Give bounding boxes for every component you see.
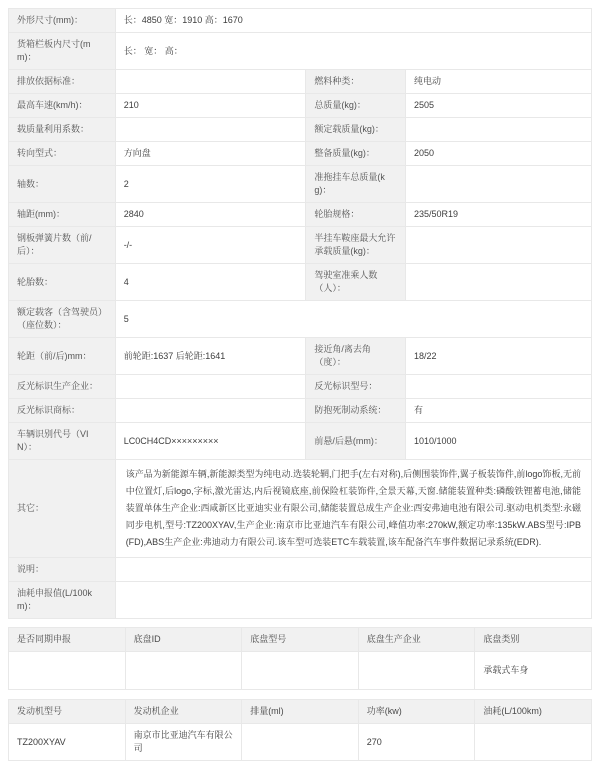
- spec-label: 转向型式：: [9, 142, 116, 166]
- spec-label: 额定载客（含驾驶员）（座位数）：: [9, 301, 116, 338]
- spec-label: 货箱栏板内尺寸(mm)：: [9, 33, 116, 70]
- spec-label: 额定载质量(kg)：: [306, 118, 406, 142]
- spec-value: 2840: [115, 203, 306, 227]
- spec-label: 轮距（前/后)mm：: [9, 338, 116, 375]
- spec-label: 半挂车鞍座最大允许承载质量(kg)：: [306, 227, 406, 264]
- spec-value: 长： 宽： 高：: [115, 33, 591, 70]
- engine-cell: 270: [358, 724, 475, 761]
- table-row: [9, 94, 592, 118]
- spec-label: 轮胎数：: [9, 264, 116, 301]
- spec-label: 反光标识商标：: [9, 399, 116, 423]
- spec-value: [115, 399, 306, 423]
- spec-label: 外形尺寸(mm)：: [9, 9, 116, 33]
- engine-cell: 南京市比亚迪汽车有限公司: [125, 724, 242, 761]
- spec-value: 2050: [406, 142, 592, 166]
- spec-value: 210: [115, 94, 306, 118]
- spec-value: 235/50R19: [406, 203, 592, 227]
- table-row: [9, 227, 592, 264]
- table-row: [9, 301, 592, 338]
- spec-label: 驾驶室准乘人数（人）：: [306, 264, 406, 301]
- table-row: [9, 9, 592, 33]
- spec-value: [115, 70, 306, 94]
- spec-label: 准拖挂车总质量(kg)：: [306, 166, 406, 203]
- spec-value: -/-: [115, 227, 306, 264]
- spec-label: 轴数：: [9, 166, 116, 203]
- table-row: [9, 375, 592, 399]
- spec-value: 该产品为新能源车辆,新能源类型为纯电动.选装轮辋,门把手(左右对称),后侧围装饰件,翼子板装饰件,前logo饰板,无前中位置灯,后logo,字标,激光雷达,内后视镜底座,前保险杠装饰件,全景天幕,天窗.储能装置种类:磷酸铁锂蓄电池,储能装置单体生产企业:西咸新区比亚迪实业有限公司,储能装置总成生产企业:西安弗迪电池有限公司.驱动电机类型:永磁同步电机,型号:TZ200XYAV,生产企业:南京市比亚迪汽车有限公司,峰值功率:270kW,额定功率:135kW.ABS型号:IPB(FD),ABS生产企业:弗迪动力有限公司.该车型可选装ETC车载装置,该车配备汽车事件数据记录系统(EDR).: [115, 460, 591, 558]
- engine-column-header: 油耗(L/100km): [475, 700, 592, 724]
- chassis-table: [8, 627, 592, 690]
- table-row: [9, 33, 592, 70]
- chassis-header-row: [9, 628, 592, 652]
- spec-value: 长：4850 宽：1910 高：1670: [115, 9, 591, 33]
- engine-column-header: 发动机型号: [9, 700, 126, 724]
- spec-label: 接近角/离去角（度）：: [306, 338, 406, 375]
- chassis-cell: 承载式车身: [475, 652, 592, 690]
- spec-value: 4: [115, 264, 306, 301]
- table-row: [9, 558, 592, 582]
- chassis-column-header: 是否同期申报: [9, 628, 126, 652]
- spec-label: 反光标识生产企业：: [9, 375, 116, 399]
- table-row: [9, 70, 592, 94]
- table-row: [9, 652, 592, 690]
- spec-value: 5: [115, 301, 591, 338]
- engine-column-header: 功率(kw): [358, 700, 475, 724]
- spec-value: [406, 375, 592, 399]
- spec-value: 有: [406, 399, 592, 423]
- table-row: [9, 264, 592, 301]
- spec-value: 18/22: [406, 338, 592, 375]
- spec-value: 纯电动: [406, 70, 592, 94]
- table-row: [9, 399, 592, 423]
- table-row: [9, 166, 592, 203]
- spec-label: 油耗申报值(L/100km)：: [9, 582, 116, 619]
- engine-table: [8, 699, 592, 761]
- spec-value: 2505: [406, 94, 592, 118]
- spec-value: 1010/1000: [406, 423, 592, 460]
- chassis-column-header: 底盘生产企业: [358, 628, 475, 652]
- chassis-column-header: 底盘类别: [475, 628, 592, 652]
- table-row: [9, 338, 592, 375]
- engine-cell: [242, 724, 359, 761]
- engine-column-header: 发动机企业: [125, 700, 242, 724]
- spec-value: [406, 166, 592, 203]
- spec-label: 最高车速(km/h)：: [9, 94, 116, 118]
- spec-value: 2: [115, 166, 306, 203]
- spec-value: [115, 558, 591, 582]
- spec-value: 方向盘: [115, 142, 306, 166]
- chassis-cell: [9, 652, 126, 690]
- engine-header-row: [9, 700, 592, 724]
- spec-value: [406, 264, 592, 301]
- spec-label: 轮胎规格：: [306, 203, 406, 227]
- spec-label: 前悬/后悬(mm)：: [306, 423, 406, 460]
- spec-label: 轴距(mm)：: [9, 203, 116, 227]
- table-row: [9, 724, 592, 761]
- spec-value: [115, 375, 306, 399]
- chassis-cell: [242, 652, 359, 690]
- spec-label: 载质量利用系数：: [9, 118, 116, 142]
- spec-value: [115, 118, 306, 142]
- table-row: [9, 142, 592, 166]
- engine-column-header: 排量(ml): [242, 700, 359, 724]
- spec-label: 车辆识别代号（VIN）：: [9, 423, 116, 460]
- spec-value: 前轮距:1637 后轮距:1641: [115, 338, 306, 375]
- spec-value: [406, 227, 592, 264]
- engine-cell: [475, 724, 592, 761]
- chassis-column-header: 底盘型号: [242, 628, 359, 652]
- chassis-cell: [125, 652, 242, 690]
- table-row: [9, 203, 592, 227]
- table-row: [9, 582, 592, 619]
- spec-label: 燃料种类：: [306, 70, 406, 94]
- spec-label: 反光标识型号：: [306, 375, 406, 399]
- spec-label: 整备质量(kg)：: [306, 142, 406, 166]
- engine-cell: TZ200XYAV: [9, 724, 126, 761]
- table-row: [9, 118, 592, 142]
- chassis-cell: [358, 652, 475, 690]
- spec-label: 钢板弹簧片数（前/后）：: [9, 227, 116, 264]
- spec-value: LC0CH4CD×××××××××: [115, 423, 306, 460]
- table-row: [9, 460, 592, 558]
- table-row: [9, 423, 592, 460]
- spec-label: 防抱死制动系统：: [306, 399, 406, 423]
- spec-value: [115, 582, 591, 619]
- spec-label: 排放依据标准：: [9, 70, 116, 94]
- vehicle-parameters-table: [8, 8, 592, 619]
- chassis-column-header: 底盘ID: [125, 628, 242, 652]
- spec-label: 总质量(kg)：: [306, 94, 406, 118]
- spec-label: 其它：: [9, 460, 116, 558]
- spec-label: 说明：: [9, 558, 116, 582]
- spec-value: [406, 118, 592, 142]
